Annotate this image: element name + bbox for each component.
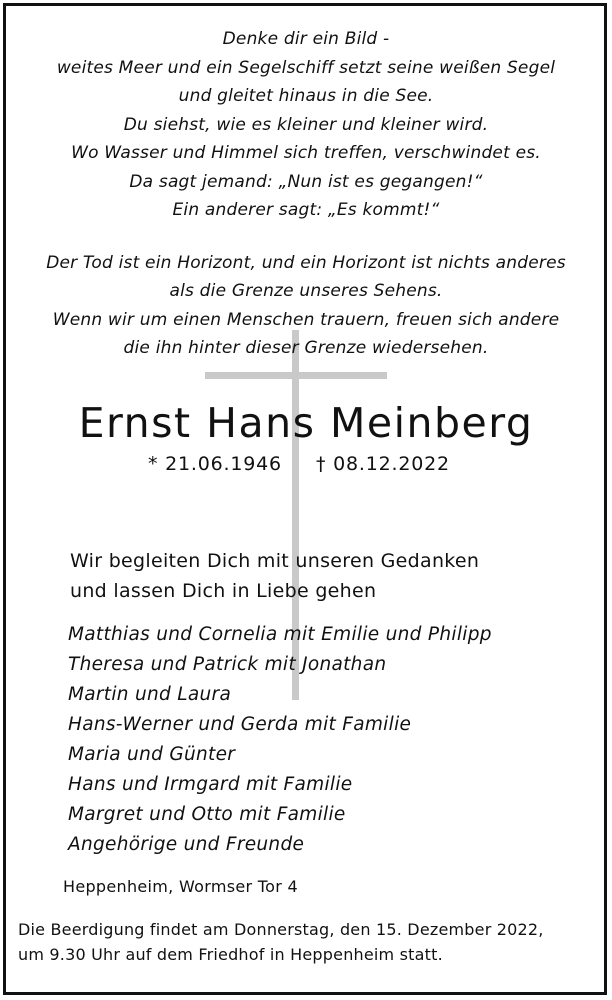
deceased-name: Ernst Hans Meinberg <box>78 399 534 447</box>
poem <box>10 25 602 363</box>
mourner-entry: Hans-Werner und Gerda mit Familie <box>68 714 412 735</box>
poem-line: Du siehst, wie es kleiner und kleiner wird. <box>123 114 489 135</box>
mourner-entry: Maria und Günter <box>68 744 236 765</box>
funeral-line: Die Beerdigung findet am Donnerstag, den 15. Dezember 2022, <box>18 920 544 939</box>
poem-line: Der Tod ist ein Horizont, und ein Horizont ist nichts anderes <box>46 252 566 273</box>
poem-line: Da sagt jemand: „Nun ist es gegangen!“ <box>129 171 483 192</box>
mourner-entry: Theresa und Patrick mit Jonathan <box>68 654 387 675</box>
cross-icon-bar <box>205 372 387 379</box>
poem-line: Wo Wasser und Himmel sich treffen, verschwindet es. <box>71 143 541 163</box>
funeral-line: um 9.30 Uhr auf dem Friedhof in Heppenheim statt. <box>18 945 443 964</box>
funeral-notice <box>18 917 544 967</box>
mourner-entry: Matthias und Cornelia mit Emilie und Philipp <box>68 624 492 645</box>
mourners-list <box>68 620 492 860</box>
mourner-entry: Hans und Irmgard mit Familie <box>68 774 353 795</box>
poem-line: Denke dir ein Bild - <box>222 29 390 49</box>
poem-line: Wenn wir um einen Menschen trauern, freuen sich andere <box>52 309 560 330</box>
poem-line: und gleitet hinaus in die See. <box>178 86 434 106</box>
farewell-line: Wir begleiten Dich mit unseren Gedanken <box>70 550 480 572</box>
mourner-entry: Angehörige und Freunde <box>68 834 305 855</box>
poem-line: Ein anderer sagt: „Es kommt!“ <box>172 200 440 220</box>
mourner-entry: Martin und Laura <box>68 684 232 705</box>
farewell-line: und lassen Dich in Liebe gehen <box>70 580 377 602</box>
death-date: † 08.12.2022 <box>316 453 450 475</box>
stanza-gap <box>10 225 602 249</box>
poem-line: als die Grenze unseres Sehens. <box>169 281 443 301</box>
poem-line: weites Meer und ein Segelschiff setzt seine weißen Segel <box>56 57 556 78</box>
place-address: Heppenheim, Wormser Tor 4 <box>63 877 298 896</box>
poem-line: die ihn hinter dieser Grenze wiedersehen. <box>123 338 489 358</box>
farewell-text <box>70 546 479 606</box>
mourner-entry: Margret und Otto mit Familie <box>68 804 346 825</box>
birth-date: * 21.06.1946 <box>148 453 282 475</box>
